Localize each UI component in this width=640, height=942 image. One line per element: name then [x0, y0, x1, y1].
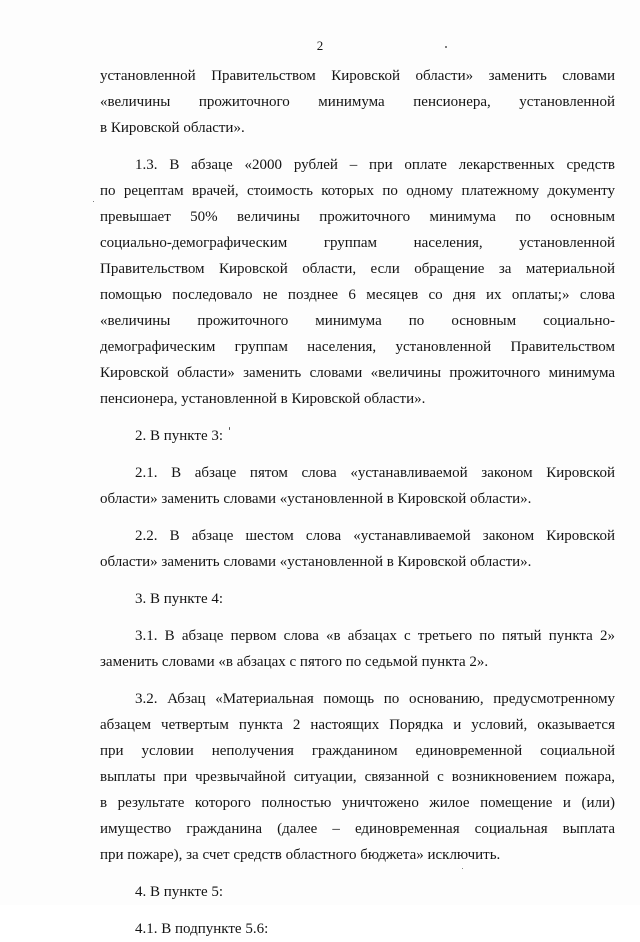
text-line: 3.2. Абзац «Материальная помощь по основанию, предусмотренному — [135, 691, 615, 707]
text-line: в результате которого полностью уничтожено жилое помещение и (или) — [100, 795, 615, 811]
page-number: 2 — [316, 38, 324, 53]
paragraph — [100, 916, 615, 942]
paragraph — [100, 423, 615, 449]
text-line: превышает 50% величины прожиточного минимума по основным — [100, 209, 615, 225]
text-line: 2.2. В абзаце шестом слова «устанавливаемой законом Кировской — [135, 528, 615, 544]
paragraph — [100, 152, 615, 412]
text-line: области» заменить словами «установленной в Кировской области». — [100, 491, 532, 507]
paragraph-gap — [100, 905, 615, 916]
paragraph-gap — [100, 612, 615, 623]
text-line: 1.3. В абзаце «2000 рублей – при оплате лекарственных средств — [135, 157, 615, 173]
text-line: Правительством Кировской области, если обращение за материальной — [100, 261, 615, 277]
paragraph-gap — [100, 512, 615, 523]
text-line: 3.1. В абзаце первом слова «в абзацах с третьего по пятый пункта 2» — [135, 628, 615, 644]
paragraph — [100, 686, 615, 868]
text-line: имущество гражданина (далее – единовременная социальная выплата — [100, 821, 615, 837]
text-line: по рецептам врачей, стоимость которых по одному платежному документу — [100, 183, 615, 199]
document-body — [100, 63, 615, 942]
text-line: демографическим группам населения, установленной Правительством — [100, 339, 615, 355]
text-line: установленной Правительством Кировской области» заменить словами — [100, 68, 615, 84]
text-line: в Кировской области». — [100, 120, 245, 136]
paragraph — [100, 586, 615, 612]
paragraph-gap — [100, 412, 615, 423]
text-line: заменить словами «в абзацах с пятого по седьмой пункта 2». — [100, 654, 489, 670]
text-line: «величины прожиточного минимума пенсионера, установленной — [100, 94, 615, 110]
text-line: Кировской области» заменить словами «величины прожиточного минимума — [100, 365, 615, 381]
text-line: 4. В пункте 5: — [135, 884, 224, 900]
paragraph — [100, 460, 615, 512]
paragraph-gap — [100, 675, 615, 686]
scan-speck — [462, 868, 463, 869]
text-line: 2. В пункте 3: — [135, 428, 224, 444]
text-line: 2.1. В абзаце пятом слова «устанавливаемой законом Кировской — [135, 465, 615, 481]
text-line: помощью последовало не позднее 6 месяцев со дня их оплаты;» слова — [100, 287, 615, 303]
text-line: области» заменить словами «установленной в Кировской области». — [100, 554, 532, 570]
paragraph-gap — [100, 449, 615, 460]
text-line: «величины прожиточного минимума по основным социально- — [100, 313, 615, 329]
text-line: 3. В пункте 4: — [135, 591, 224, 607]
text-line: при условии неполучения гражданином единовременной социальной — [100, 743, 615, 759]
text-line: абзацем четвертым пункта 2 настоящих Порядка и условий, оказывается — [100, 717, 615, 733]
text-line: выплаты при чрезвычайной ситуации, связанной с возникновением пожара, — [100, 769, 615, 785]
scan-speck — [229, 427, 230, 430]
paragraph — [100, 623, 615, 675]
text-line: социально-демографическим группам населения, установленной — [100, 235, 615, 251]
paragraph — [100, 63, 615, 141]
paragraph — [100, 879, 615, 905]
paragraph-gap — [100, 141, 615, 152]
text-line: пенсионера, установленной в Кировской области». — [100, 391, 426, 407]
scan-speck — [93, 201, 94, 202]
paragraph — [100, 523, 615, 575]
paragraph-gap — [100, 575, 615, 586]
text-line: при пожаре), за счет средств областного бюджета» исключить. — [100, 847, 501, 863]
scan-speck — [445, 46, 447, 48]
text-line: 4.1. В подпункте 5.6: — [135, 921, 269, 937]
paragraph-gap — [100, 868, 615, 879]
